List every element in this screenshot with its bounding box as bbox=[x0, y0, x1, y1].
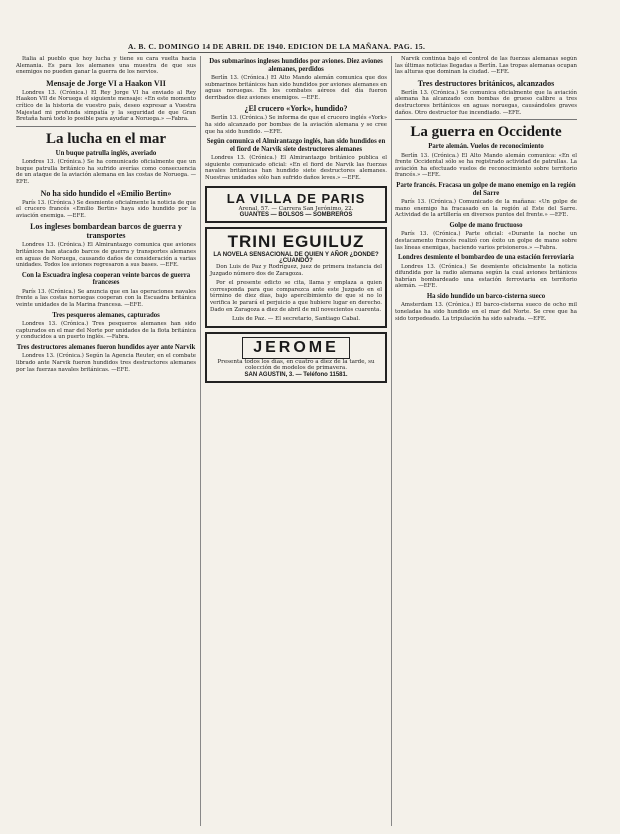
column-right bbox=[395, 56, 577, 826]
section-title-lucha-mar: La lucha en el mar bbox=[46, 130, 166, 147]
ad-title: TRINI EGUILUZ bbox=[227, 232, 365, 252]
ad-author: Don Luis de Paz y Rodríguez, juez de primera instancia del Juzgado número dos de Zaragoza. bbox=[210, 264, 382, 277]
ad-title: JEROME bbox=[242, 337, 350, 359]
headline-destructores: Tres destructores alemanes fueron hundidos ayer ante Narvik bbox=[16, 343, 196, 351]
article-text: Berlín 13. (Crónica.) Se comunica oficialmente que la aviación alemana ha alcanzado con bombas de grueso calibre a tres destructores británicos en aguas noruegas, causándoles graves daños. Otro destructor fue incendiado. —EFE. bbox=[395, 89, 577, 116]
ad-villa-paris bbox=[205, 186, 387, 224]
headline-submarinos: Dos submarinos ingleses hundidos por aviones. Diez aviones alemanes, perdidos bbox=[209, 58, 383, 73]
article-text: Berlín 13. (Crónica.) El Alto Mando alemán comunica: «En el frente Occidental sólo se ha registrado actividad de patrullas. La aviación ha efectuado vuelos de reconocimiento sobre territorio francés.» —EFE. bbox=[395, 152, 577, 179]
headline-buque: Un buque patrulla inglés, averiado bbox=[55, 149, 157, 157]
ad-jerome bbox=[205, 332, 387, 383]
ad-body: Presenta todos los días, en cuatro a diez de la tarde, su colección de modelos de primavera. bbox=[217, 358, 375, 372]
headline-londres: Londres desmiente el bombardeo de una estación ferroviaria bbox=[398, 254, 574, 262]
article-text: Londres 13. (Crónica.) El Almirantazgo comunica que aviones británicos han atacado barcos de guerra y transportes alemanes en aguas de Noruega, causando daños de consideración a varias unidades. Todos los aviones regresaron a sus bases. —EFE. bbox=[16, 242, 196, 269]
header-rule bbox=[128, 52, 472, 53]
article-text: Londres 13. (Crónica.) Tres pesqueros alemanes han sido capturados en el mar del Norte por unidades de la flota británica y conducidos a un puerto inglés. —Fabra. bbox=[16, 321, 196, 341]
ad-subtitle: LA NOVELA SENSACIONAL DE QUIEN Y AÑOR ¿DONDE? ¿CUANDO? bbox=[213, 252, 379, 265]
article-text: Londres 13. (Crónica.) Se ha comunicado oficialmente que un buque patrulla británico ha sufrido averías como consecuencia de un ataque de la aviación alemana en las costas de Noruega. —EFE. bbox=[16, 159, 196, 186]
article-text: Italia al pueblo que hoy lucha y tiene su cara vuelta hacia Alemania. Es para los alemanes una muestra de que sus enemigos no pueden ganar la guerra de los nervios. bbox=[16, 56, 196, 76]
article-text: Berlín 13. (Crónica.) El Alto Mando alemán comunica que dos submarinos británicos han sido hundidos por aviones alemanes en aguas noruegas. En los combates aéreos del día fueron derribados diez aviones enemigos. —EFE. bbox=[205, 75, 387, 101]
ad-title: LA VILLA DE PARIS bbox=[226, 190, 366, 206]
headline-parte-aleman: Parte alemán. Vuelos de reconocimiento bbox=[428, 143, 544, 151]
headline-parte-frances: Parte francés. Fracasa un golpe de mano enemigo en la región del Sarre bbox=[396, 182, 576, 197]
article-text: París 13. (Crónica.) Comunicado de la mañana: «Un golpe de mano enemigo ha fracasado en la región al Este del Sarre. Actividad de la artillería en diversos puntos del frente.» —EFE. bbox=[395, 199, 577, 219]
article-text: París 13. (Crónica.) Se anuncia que en las operaciones navales frente a las costas noruegas cooperan con la Escuadra británica veinte unidades de la Marina francesa. —EFE. bbox=[16, 288, 196, 308]
headline-pesqueros: Tres pesqueros alemanes, capturados bbox=[52, 311, 160, 319]
ad-sign: Luis de Paz. — El secretario, Santiago Cabal. bbox=[231, 316, 361, 323]
ad-items: GUANTES — BOLSOS — SOMBREROS bbox=[239, 212, 353, 219]
ad-address: SAN AGUSTIN, 3. — Teléfono 11581. bbox=[244, 371, 348, 378]
article-text: Londres 13. (Crónica.) El Almirantazgo británico publica el siguiente comunicado oficial: «En el fiord de Narvik las fuerzas navales británicas han hundido siete destructores alemanes. Nuestras unidades sólo han sufrido daños leves.» —EFE. bbox=[205, 155, 387, 181]
column-divider bbox=[200, 56, 201, 826]
article-text: París 13. (Crónica.) Se desmiente oficialmente la noticia de que el crucero francés «Emilio Bertin» haya sido hundido por la aviación enemiga. —EFE. bbox=[16, 199, 196, 219]
ad-trini-eguiluz bbox=[205, 227, 387, 328]
section-title-guerra-occidente: La guerra en Occidente bbox=[410, 124, 562, 141]
headline-escuadra: Con la Escuadra inglesa cooperan veinte barcos de guerra franceses bbox=[21, 271, 191, 287]
article-text: París 13. (Crónica.) Parte oficial: «Durante la noche un destacamento francés realizó con éxito un golpe de mano sobre las líneas enemigas, haciendo varios prisioneros.» —Fabra. bbox=[395, 231, 577, 251]
separator bbox=[16, 126, 196, 127]
headline-almirantazgo: Según comunica el Almirantazgo inglés, han sido hundidos en el fiord de Narvik siete destructores alemanes bbox=[206, 138, 386, 153]
headline-golpe: Golpe de mano fructuoso bbox=[449, 221, 523, 229]
separator bbox=[395, 119, 577, 120]
article-text: Londres 13. (Crónica.) Se desmiente oficialmente la noticia difundida por la radio alemana según la cual aviones británicos habrían bombardeado una estación ferroviaria en territorio alemán. —EFE. bbox=[395, 263, 577, 290]
headline-bombardeo: Los ingleses bombardean barcos de guerra y transportes bbox=[30, 222, 182, 241]
article-text: Berlín 13. (Crónica.) Se informa de que el crucero inglés «York» ha sido alcanzado por bombas de la aviación alemana y se cree que ha sido hundido. —EFE. bbox=[205, 115, 387, 135]
headline-york: ¿El crucero «York», hundido? bbox=[244, 104, 348, 114]
headline-hundido: No ha sido hundido el «Emilio Bertin» bbox=[40, 188, 172, 198]
page-header: A. B. C. DOMINGO 14 DE ABRIL DE 1940. EDICION DE LA MAÑANA. PAG. 15. bbox=[128, 42, 426, 51]
ad-address: Arenal, 57. — Carrera San Jerónimo, 22. bbox=[238, 205, 354, 212]
headline-destructores-alcanzados: Tres destructores británicos, alcanzados bbox=[417, 78, 555, 88]
column-middle bbox=[205, 56, 387, 826]
article-text: Londres 13. (Crónica.) El Rey Jorge VI ha enviado al Rey Haakon VII de Noruega el siguiente mensaje: «En este momento crítico de la historia de vuestro país, deseo expresar a Vuestra Majestad mi profunda simpatía y la seguridad de que Gran Bretaña hará todo lo posible para ayudar a Noruega.» —Fabra. bbox=[16, 89, 196, 123]
column-left bbox=[16, 56, 196, 826]
headline-mensaje: Mensaje de Jorge VI a Haakon VII bbox=[46, 78, 166, 88]
article-text: Londres 13. (Crónica.) Según la Agencia Reuter, en el combate librado ante Narvik fueron hundidos tres destructores alemanes por las fuerzas navales británicas. —EFE. bbox=[16, 353, 196, 373]
ad-body: Por el presente edicto se cita, llama y emplaza a quien corresponda para que comparezca ante este Juzgado en el término de diez días, bajo apercibimiento de que si no lo verifica le parará el perjuicio a que hubiere lugar en derecho. Dado en Zaragoza a diez de abril de mil novecientos cuarenta. bbox=[210, 280, 382, 313]
article-text: Amsterdam 13. (Crónica.) El barco-cisterna sueco de ocho mil toneladas ha sido hundido en el mar del Norte. Se cree que ha sido torpedeado. La tripulación ha sido salvada. —EFE. bbox=[395, 302, 577, 322]
article-text: Narvik continúa bajo el control de las fuerzas alemanas según las últimas noticias llegadas a Berlín. Las tropas alemanas ocupan las alturas que dominan la ciudad. —EFE. bbox=[395, 56, 577, 76]
headline-barco-cisterna: Ha sido hundido un barco-cisterna sueco bbox=[426, 292, 546, 300]
column-divider bbox=[391, 56, 392, 826]
